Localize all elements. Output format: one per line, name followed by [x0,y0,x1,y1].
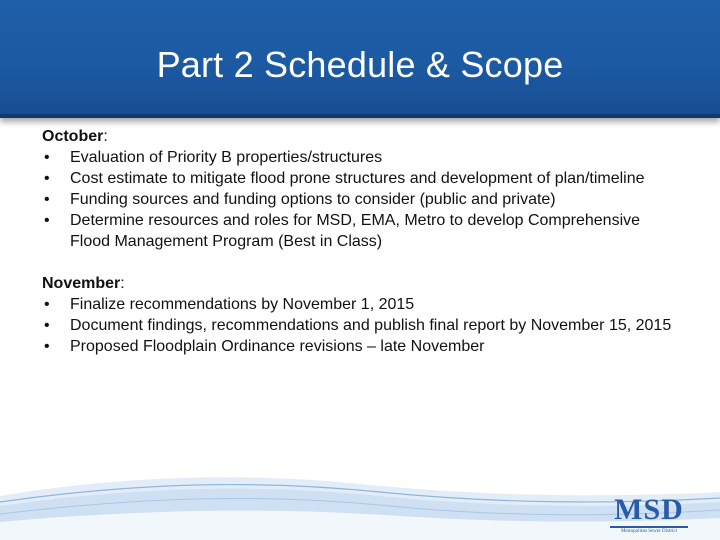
section-october [42,126,682,252]
list-item-text: Cost estimate to mitigate flood prone structures and development of plan/timeline [70,170,645,187]
list-item-text: Proposed Floodplain Ordinance revisions – late November [70,338,485,355]
section-spacer [42,252,682,273]
section-november [42,273,682,357]
logo-text: MSD [614,493,684,526]
bullet-icon: • [44,212,50,229]
list-item [42,168,682,189]
list-item-text: Document findings, recommendations and publish final report by November 15, 2015 [70,317,672,334]
list-item-text: Finalize recommendations by November 1, 2015 [70,296,415,313]
bullet-icon: • [44,296,50,313]
section-heading-colon: : [120,275,125,292]
section-heading [42,273,682,294]
section-heading [42,126,682,147]
msd-logo [606,494,692,538]
list-item [42,315,682,336]
list-item [42,210,682,252]
bullet-list [42,147,682,252]
list-item [42,189,682,210]
bullet-list [42,294,682,357]
list-item [42,294,682,315]
list-item-text: Funding sources and funding options to consider (public and private) [70,191,556,208]
section-heading-colon: : [103,128,108,145]
section-heading-label: November [42,275,121,292]
slide-content [42,126,682,357]
list-item [42,147,682,168]
slide-title: Part 2 Schedule & Scope [156,44,564,85]
section-heading-label: October [42,128,104,145]
list-item-text: Determine resources and roles for MSD, EMA, Metro to develop Comprehensive Flood Management Program (Best in Class) [70,212,641,250]
bullet-icon: • [44,338,50,355]
bullet-icon: • [44,317,50,334]
title-bar [0,0,720,118]
bullet-icon: • [44,170,50,187]
list-item [42,336,682,357]
bullet-icon: • [44,191,50,208]
bullet-icon: • [44,149,50,166]
list-item-text: Evaluation of Priority B properties/structures [70,149,383,166]
logo-subtext: Metropolitan Sewer District [620,529,678,534]
